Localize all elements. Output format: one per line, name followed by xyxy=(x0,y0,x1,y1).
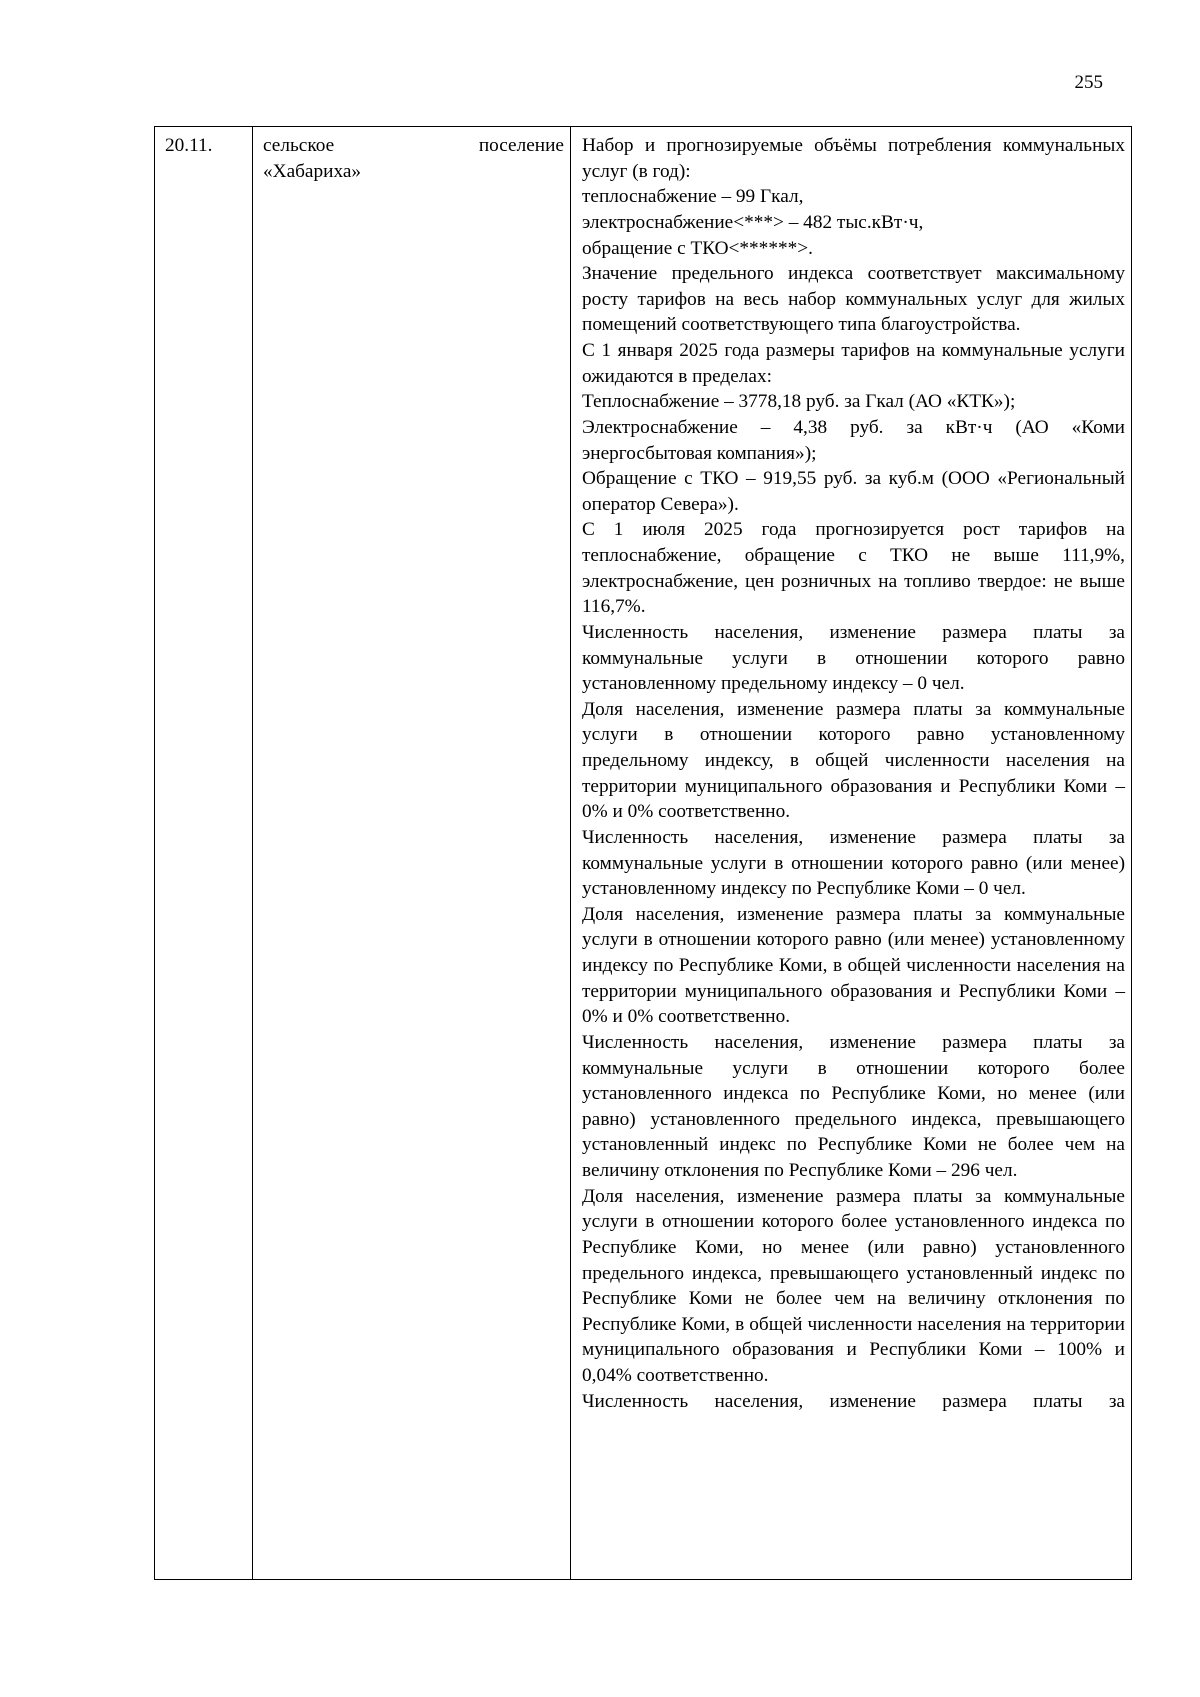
paragraph-heat-tariff: Теплоснабжение – 3778,18 руб. за Гкал (АО «КТК»); xyxy=(582,391,1016,413)
paragraph-population-limit-index: Численность населения, изменение размера платы за коммунальные услуги в отношении которого равно установленному предельному индексу – 0 чел. xyxy=(582,621,1125,695)
description-cell xyxy=(571,127,1132,1580)
paragraph-july-growth: С 1 июля 2025 года прогнозируется рост тарифов на теплоснабжение, обращение с ТКО не выше 111,9%, электроснабжение, цен розничных на топливо твердое: не выше 116,7%. xyxy=(582,519,1125,618)
row-number: 20.11. xyxy=(165,135,213,156)
table-row xyxy=(155,127,1132,1580)
page-number: 255 xyxy=(1074,72,1103,93)
paragraph-share-limit-index: Доля населения, изменение размера платы за коммунальные услуги в отношении которого равно установленному предельному индексу, в общей численности населения на территории муниципального образования и Республики Коми – 0% и 0% соответственно. xyxy=(582,698,1125,823)
paragraph-share-komi-index: Доля населения, изменение размера платы за коммунальные услуги в отношении которого равно (или менее) установленному индексу по Республике Коми, в общей численности населения на территории муниципального образования и Республики Коми – 0% и 0% соответственно. xyxy=(582,903,1125,1028)
paragraph-consumption-volumes: Набор и прогнозируемые объёмы потребления коммунальных услуг (в год): xyxy=(582,135,1125,182)
paragraph-january-tariffs: С 1 января 2025 года размеры тарифов на коммунальные услуги ожидаются в пределах: xyxy=(582,340,1125,387)
paragraph-electricity-tariff: Электроснабжение – 4,38 руб. за кВт·ч (АО «Коми энергосбытовая компания»); xyxy=(582,416,1125,464)
paragraph-waste-tariff: Обращение с ТКО – 919,55 руб. за куб.м (ООО «Региональный оператор Севера»). xyxy=(582,468,1125,515)
tariff-table xyxy=(154,126,1132,1580)
paragraph-waste-management: обращение с ТКО<******>. xyxy=(582,237,813,259)
municipality-cell xyxy=(253,127,571,1580)
paragraph-electricity-volume: электроснабжение<***> – 482 тыс.кВт·ч, xyxy=(582,211,924,233)
paragraph-share-above-index: Доля населения, изменение размера платы за коммунальные услуги в отношении которого более установленного индекса по Республике Коми, но менее (или равно) установленного предельного индекса, превышающего установленный индекс по Республике Коми не более чем на величину отклонения по Республике Коми, в общей численности населения на территории муниципального образования и Республики Коми – 100% и 0,04% соответственно. xyxy=(582,1185,1125,1386)
paragraph-heat-supply-volume: теплоснабжение – 99 Гкал, xyxy=(582,186,804,208)
municipality-name: «Хабариха» xyxy=(263,160,362,182)
paragraph-population-komi-index: Численность населения, изменение размера платы за коммунальные услуги в отношении которого равно (или менее) установленному индексу по Республике Коми – 0 чел. xyxy=(582,826,1125,900)
municipality-type: сельское поселение xyxy=(263,135,564,156)
paragraph-index-meaning: Значение предельного индекса соответствует максимальному росту тарифов на весь набор коммунальных услуг для жилых помещений соответствующего типа благоустройства. xyxy=(582,263,1125,336)
paragraph-continued: Численность населения, изменение размера платы за xyxy=(582,1390,1125,1412)
paragraph-population-above-index: Численность населения, изменение размера платы за коммунальные услуги в отношении которого более установленного индекса по Республике Коми, но менее (или равно) установленного предельного индекса, превышающего установленный индекс по Республике Коми не более чем на величину отклонения по Республике Коми – 296 чел. xyxy=(582,1031,1125,1181)
row-number-cell xyxy=(155,127,253,1580)
